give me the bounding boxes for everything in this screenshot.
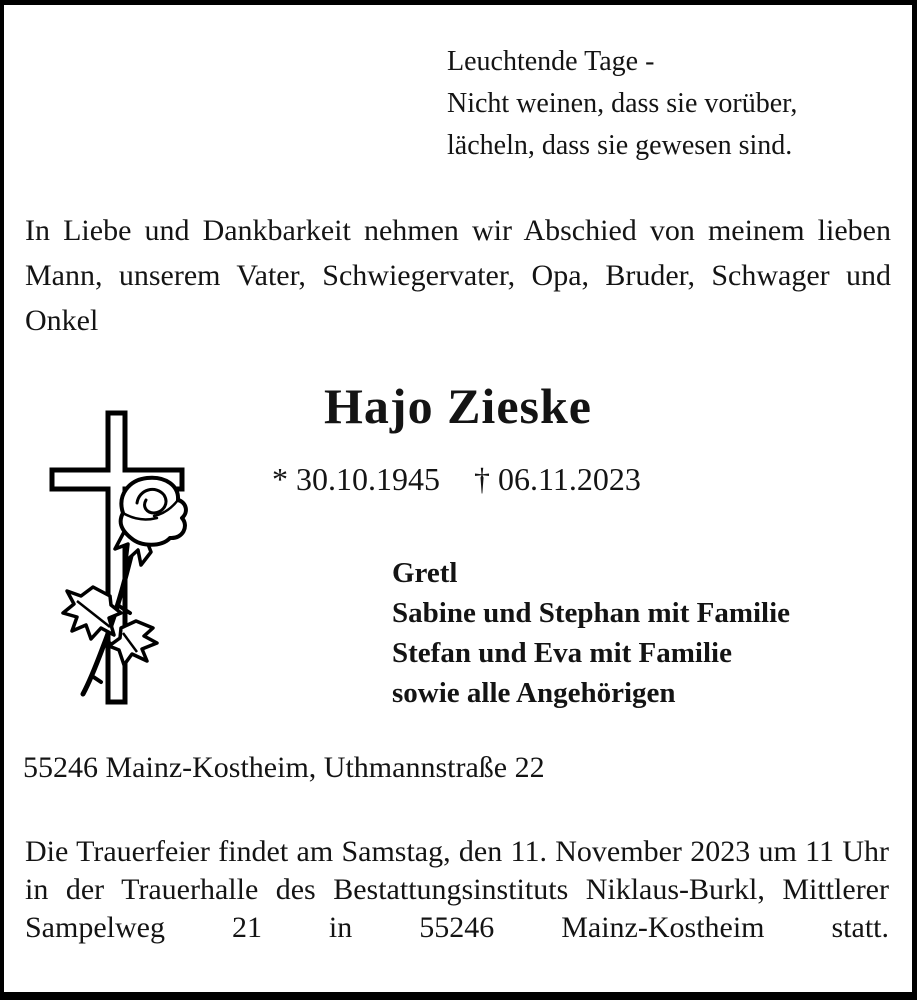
farewell-intro: In Liebe und Dankbarkeit nehmen wir Abschied von meinem lieben Mann, unserem Vater, Schwiegervater, Opa, Bruder, Schwager und Onkel bbox=[25, 214, 891, 337]
cross-with-rose-illustration bbox=[20, 390, 220, 710]
death-cross-symbol: † bbox=[474, 461, 490, 497]
life-dates bbox=[272, 461, 641, 498]
opening-verse bbox=[447, 41, 887, 167]
mourners-list bbox=[392, 553, 790, 713]
verse-line: Nicht weinen, dass sie vorüber, bbox=[447, 88, 798, 119]
rose-bloom-outer bbox=[121, 478, 186, 545]
cross-icon bbox=[52, 413, 182, 702]
mourner-line: Stefan und Eva mit Familie bbox=[392, 637, 732, 669]
deceased-name: Hajo Zieske bbox=[324, 378, 592, 434]
birth-date: 30.10.1945 bbox=[296, 461, 440, 497]
death-date-group bbox=[474, 461, 641, 497]
funeral-notice: Die Trauerfeier findet am Samstag, den 11. November 2023 um 11 Uhr in der Trauerhalle des Bestattungsinstituts Niklaus-Burkl, Mittlerer Sampelweg 21 in 55246 Mainz-Kostheim statt. bbox=[25, 835, 889, 944]
birth-star-symbol: * bbox=[272, 461, 288, 497]
birth-date-group bbox=[272, 461, 440, 497]
death-date: 06.11.2023 bbox=[498, 461, 641, 497]
mourner-line: sowie alle Angehörigen bbox=[392, 677, 676, 709]
mourner-line: Sabine und Stephan mit Familie bbox=[392, 597, 791, 629]
verse-line: Leuchtende Tage - bbox=[447, 46, 655, 77]
verse-line: lächeln, dass sie gewesen sind. bbox=[447, 130, 793, 161]
home-address: 55246 Mainz-Kostheim, Uthmannstraße 22 bbox=[23, 751, 545, 784]
mourner-line: Gretl bbox=[392, 557, 458, 589]
